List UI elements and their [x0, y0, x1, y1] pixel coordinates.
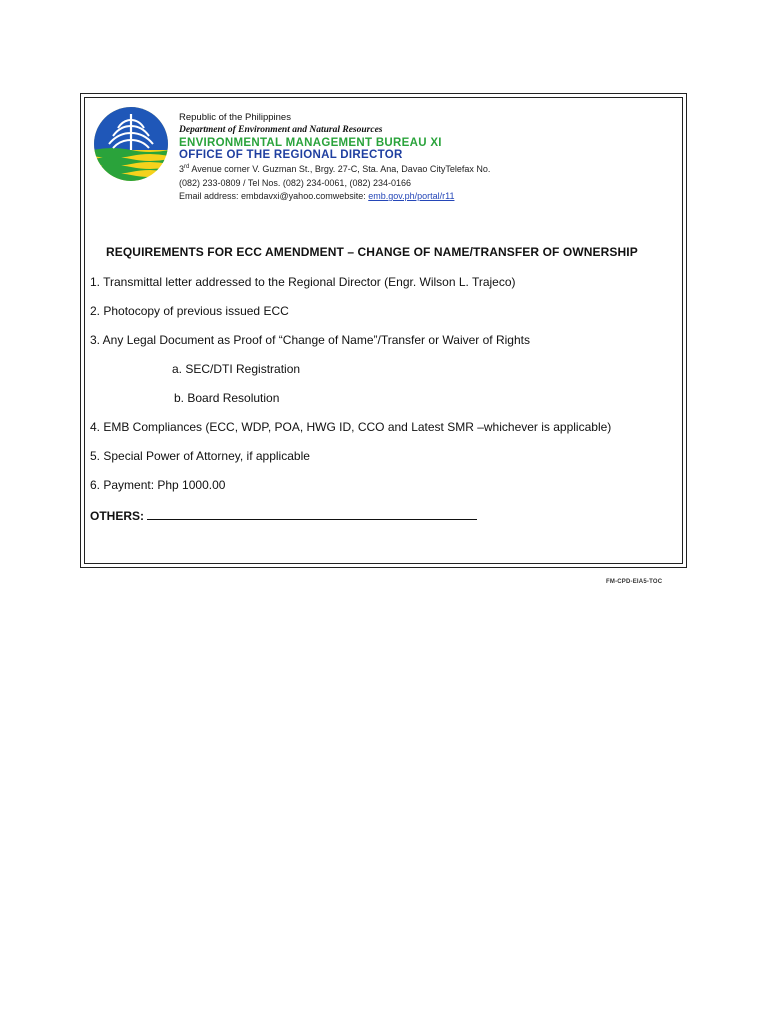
requirement-item-2: 2. Photocopy of previous issued ECC	[90, 304, 289, 318]
requirements-title: REQUIREMENTS FOR ECC AMENDMENT – CHANGE OF NAME/TRANSFER OF OWNERSHIP	[106, 245, 638, 259]
address-text	[179, 161, 659, 177]
requirement-item-3b: b. Board Resolution	[174, 391, 280, 405]
others-blank-line[interactable]	[147, 508, 477, 520]
requirement-item-6: 6. Payment: Php 1000.00	[90, 478, 226, 492]
website-link[interactable]: emb.gov.ph/portal/r11	[368, 191, 455, 201]
others-row	[90, 508, 477, 523]
office-text: OFFICE OF THE REGIONAL DIRECTOR	[179, 149, 403, 161]
letterhead	[179, 111, 659, 204]
others-label: OTHERS:	[90, 509, 144, 523]
denr-logo-icon	[93, 106, 169, 182]
requirement-item-3: 3. Any Legal Document as Proof of “Change of Name”/Transfer or Waiver of Rights	[90, 333, 530, 347]
requirement-item-4: 4. EMB Compliances (ECC, WDP, POA, HWG ID, CCO and Latest SMR –whichever is applicable)	[90, 420, 612, 434]
requirement-item-3a: a. SEC/DTI Registration	[172, 362, 301, 376]
requirement-item-1: 1. Transmittal letter addressed to the Regional Director (Engr. Wilson L. Trajeco)	[90, 275, 516, 289]
address-rest: Avenue corner V. Guzman St., Brgy. 27-C, Sta. Ana, Davao CityTelefax No.	[189, 164, 491, 174]
bureau-text: ENVIRONMENTAL MANAGEMENT BUREAU XI	[179, 137, 442, 149]
phone-text: (082) 233-0809 / Tel Nos. (082) 234-0061, (082) 234-0166	[179, 177, 411, 188]
requirement-item-5: 5. Special Power of Attorney, if applicable	[90, 449, 310, 463]
email-prefix: Email address: embdavxi@yahoo.comwebsite:	[179, 191, 369, 201]
email-text	[179, 190, 659, 204]
form-code: FM-CPD-EIA5-TOC	[606, 579, 663, 585]
department-text: Department of Environment and Natural Resources	[179, 125, 383, 135]
address-superscript: rd	[184, 164, 190, 170]
address-number: 3	[179, 164, 185, 174]
republic-text: Republic of the Philippines	[179, 112, 291, 123]
